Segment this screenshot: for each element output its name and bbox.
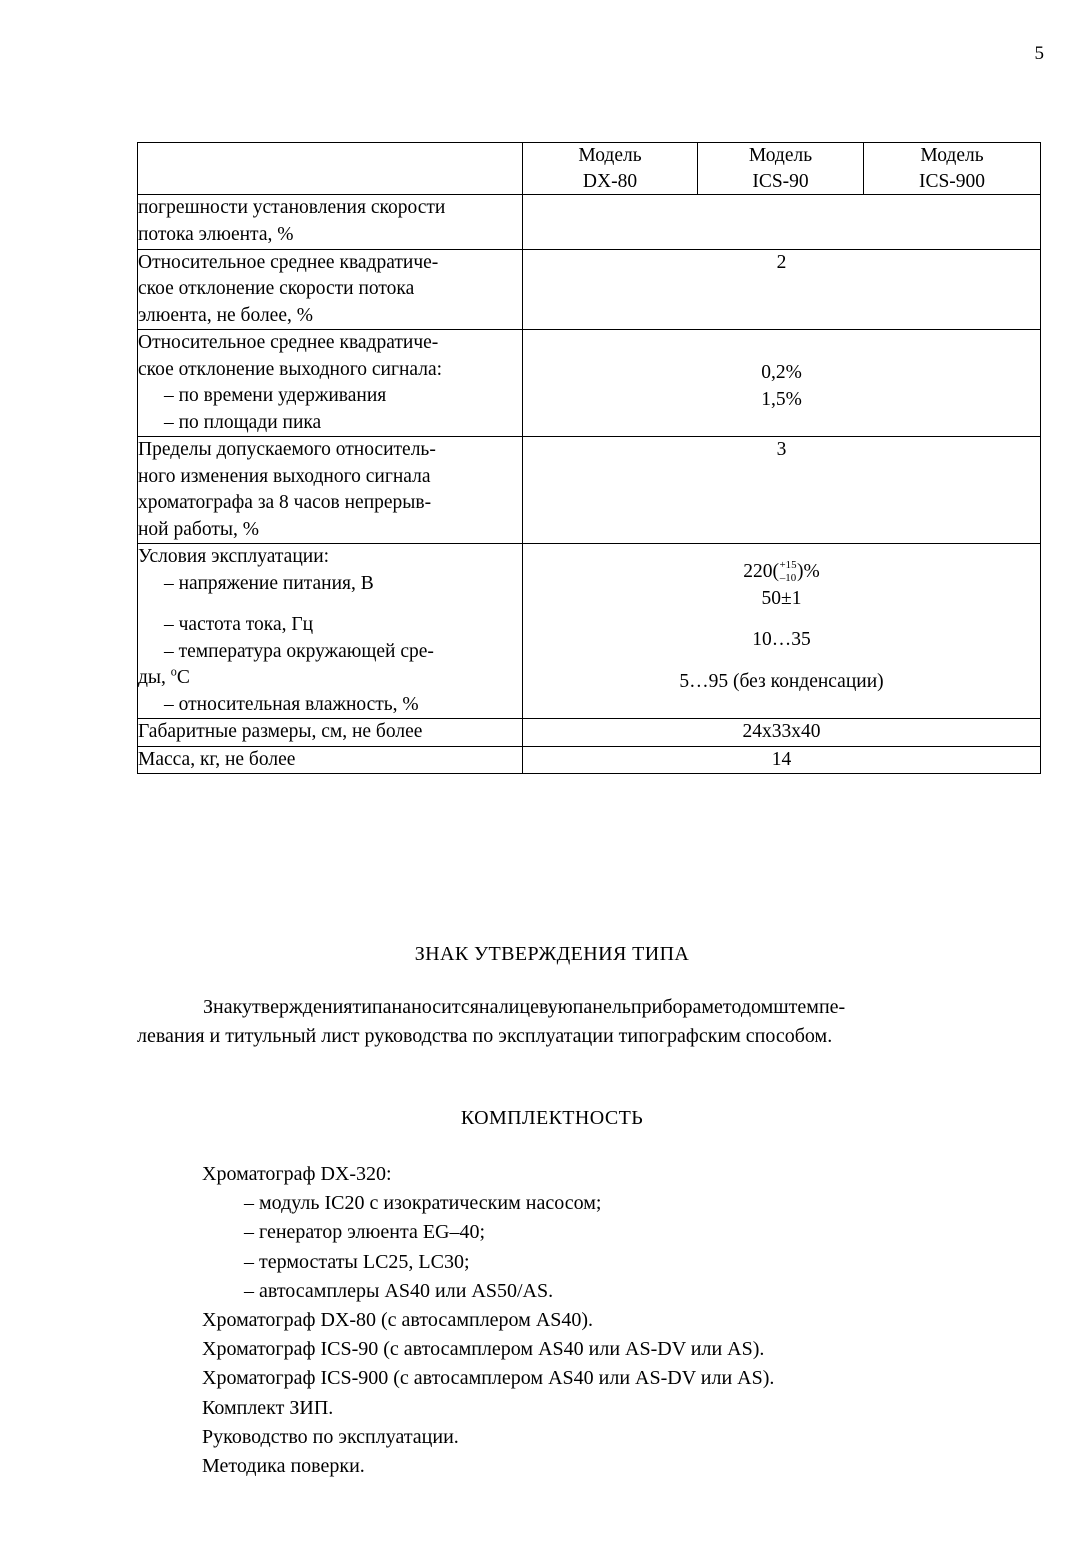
- list-item: Комплект ЗИП.: [202, 1396, 334, 1419]
- row-label-dimensions: [138, 719, 523, 747]
- row-label-rsd-output-signal: [138, 330, 523, 437]
- header-cell-model-ics90: [698, 143, 864, 195]
- label-line: Относительное среднее квадратиче-: [138, 251, 439, 273]
- degree-symbol: o: [170, 664, 177, 679]
- list-item: – термостаты LC25, LC30;: [244, 1250, 470, 1273]
- label-line: элюента, не более, %: [138, 304, 313, 326]
- value-retention-time: 0,2%: [761, 362, 802, 384]
- value-spacer: [523, 612, 1040, 627]
- row-label-operating-conditions: [138, 544, 523, 719]
- label-line: ское отклонение выходного сигнала:: [138, 358, 443, 380]
- label-sub-peak-area: – по площади пика: [164, 411, 322, 433]
- row-value-dimensions: [523, 719, 1041, 747]
- label-line: ной работы, %: [138, 518, 259, 540]
- row-label-mass: [138, 746, 523, 774]
- table-row: [138, 249, 1041, 330]
- paragraph-line: левания и титульный лист руководства по эксплуатации типографским способом.: [137, 1025, 833, 1048]
- header-model-name: ICS-900: [918, 170, 986, 192]
- value-spacer: [523, 345, 1040, 360]
- paragraph-word: лицевую: [498, 996, 573, 1018]
- label-sub-supply-voltage: – напряжение питания, В: [164, 572, 374, 594]
- value-spacer: [523, 654, 1040, 669]
- paragraph-approval-mark: [137, 993, 965, 1051]
- paragraph-word: методом: [701, 996, 774, 1018]
- row-value-operating-conditions: [523, 544, 1041, 719]
- tolerance-lower: –10: [779, 572, 797, 585]
- row-value-mass: [523, 746, 1041, 774]
- table-header-row: [138, 143, 1041, 195]
- paragraph-line: [137, 993, 965, 1022]
- header-model-name: ICS-90: [752, 170, 809, 192]
- table-row: [138, 544, 1041, 719]
- value-line: 3: [776, 439, 787, 461]
- label-sub-relative-humidity: – относительная влажность, %: [164, 693, 419, 715]
- paragraph-word: панель: [572, 996, 631, 1018]
- label-sub-ambient-temperature-cont: [138, 665, 522, 692]
- label-line: Условия эксплуатации:: [138, 546, 330, 568]
- voltage-tail: )%: [797, 561, 820, 583]
- value-relative-humidity: 5…95 (без конденсации): [679, 670, 884, 692]
- value-line: 14: [771, 748, 792, 770]
- tolerance-upper: +15: [779, 559, 797, 572]
- value-ambient-temperature: 10…35: [752, 629, 811, 651]
- label-spacer: [138, 597, 522, 612]
- label-line: потока элюента, %: [138, 223, 294, 245]
- list-item: Хроматограф ICS-900 (с автосамплером AS40 или AS-DV или AS).: [202, 1367, 775, 1390]
- label-line: Пределы допускаемого относитель-: [138, 439, 436, 461]
- section-heading-approval-mark: ЗНАК УТВЕРЖДЕНИЯ ТИПА: [414, 943, 690, 965]
- table-row: [138, 437, 1041, 544]
- label-line: Габаритные размеры, см, не более: [138, 721, 423, 743]
- specifications-table: [137, 142, 1041, 774]
- row-value-rsd-output-signal: [523, 330, 1041, 437]
- list-item: Методика поверки.: [202, 1454, 365, 1477]
- list-item: – автосамплеры AS40 или AS50/AS.: [244, 1279, 554, 1302]
- value-line: 2: [776, 251, 787, 273]
- paragraph-word: прибора: [630, 996, 702, 1018]
- label-sub-ambient-temperature: – температура окружающей сре-: [164, 640, 434, 662]
- header-model-name: DX-80: [582, 170, 638, 192]
- label-text: ды,: [138, 667, 171, 689]
- header-model-word: Модель: [920, 145, 984, 166]
- paragraph-word: Знак: [203, 996, 243, 1018]
- value-line: 24x33x40: [742, 721, 821, 743]
- paragraph-word: утверждения: [242, 996, 353, 1018]
- header-model-word: Модель: [748, 145, 813, 166]
- list-item: Хроматограф DX-80 (с автосамплером AS40).: [202, 1308, 594, 1331]
- value-spacer: [523, 544, 1040, 559]
- paragraph-word: штемпе-: [773, 996, 846, 1018]
- row-label-output-drift: [138, 437, 523, 544]
- row-label-rsd-flow-rate: [138, 249, 523, 330]
- value-peak-area: 1,5%: [761, 388, 802, 410]
- table-row: [138, 195, 1041, 249]
- table-row: [138, 746, 1041, 774]
- page-number: 5: [1034, 43, 1044, 64]
- voltage-base: 220(: [743, 561, 779, 583]
- label-line: хроматографа за 8 часов непрерыв-: [138, 492, 432, 514]
- paragraph-word: типа: [352, 996, 392, 1018]
- label-line: Масса, кг, не более: [138, 748, 296, 770]
- header-model-word: Модель: [578, 145, 642, 166]
- header-cell-label: [138, 143, 523, 195]
- row-label-flow-rate-error: [138, 195, 523, 249]
- tolerance-fraction: [779, 560, 796, 584]
- paragraph-word: на: [478, 996, 499, 1018]
- value-current-frequency: 50±1: [761, 587, 802, 609]
- section-heading-completeness: КОМПЛЕКТНОСТЬ: [460, 1107, 644, 1129]
- completeness-list: [202, 1160, 774, 1481]
- label-sub-retention-time: – по времени удерживания: [164, 385, 387, 407]
- label-line: Относительное среднее квадратиче-: [138, 332, 439, 354]
- label-line: ного изменения выходного сигнала: [138, 465, 431, 487]
- list-item: – генератор элюента EG–40;: [244, 1221, 486, 1244]
- paragraph-word: наносится: [391, 996, 479, 1018]
- row-value-flow-rate-error: [523, 195, 1041, 249]
- celsius-letter: С: [176, 667, 190, 689]
- list-item: Хроматограф DX-320:: [202, 1163, 392, 1185]
- label-sub-current-frequency: – частота тока, Гц: [164, 614, 314, 636]
- list-item: Руководство по эксплуатации.: [202, 1425, 459, 1448]
- row-value-rsd-flow-rate: [523, 249, 1041, 330]
- header-cell-model-dx80: [523, 143, 698, 195]
- list-item: – модуль IC20 с изократическим насосом;: [244, 1192, 602, 1215]
- value-spacer: [523, 330, 1040, 345]
- list-item: Хроматограф ICS-90 (с автосамплером AS40 или AS-DV или AS).: [202, 1338, 765, 1361]
- table-row: [138, 719, 1041, 747]
- label-line: погрешности установления скорости: [138, 197, 446, 219]
- table-row: [138, 330, 1041, 437]
- value-supply-voltage: [523, 559, 1040, 586]
- row-value-output-drift: [523, 437, 1041, 544]
- header-cell-model-ics900: [864, 143, 1041, 195]
- label-line: ское отклонение скорости потока: [138, 278, 415, 300]
